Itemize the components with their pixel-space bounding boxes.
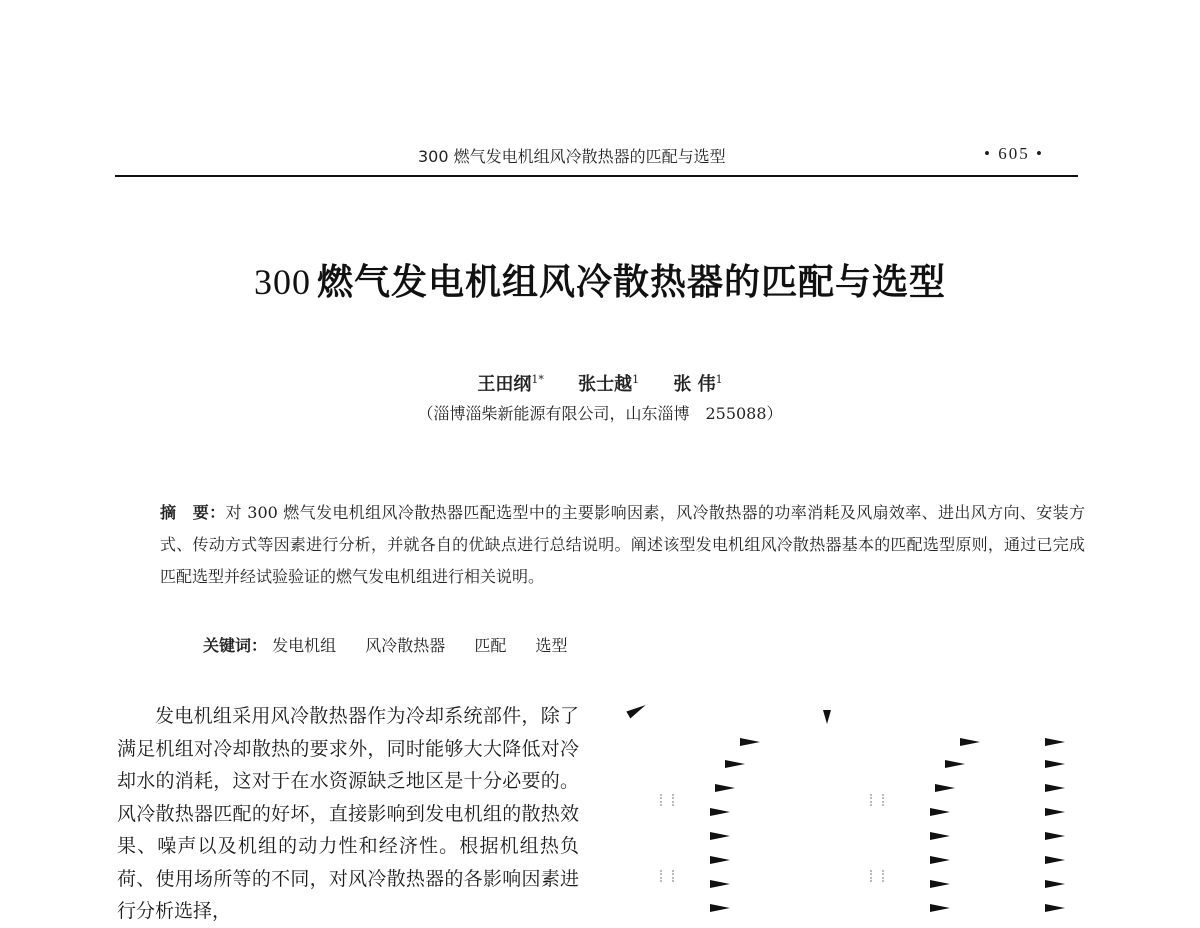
airflow-arrow xyxy=(1045,760,1065,768)
keyword: 风冷散热器 xyxy=(365,636,446,655)
airflow-arrow xyxy=(626,702,647,719)
airflow-arrow xyxy=(930,856,950,864)
airflow-arrow xyxy=(710,880,730,888)
author-affiliation-mark: 1 xyxy=(715,373,723,386)
hatch-marks xyxy=(660,870,674,882)
abstract-text: 对 300 燃气发电机组风冷散热器匹配选型中的主要影响因素，风冷散热器的功率消耗及风扇效率、进出风方向、安装方式、传动方式等因素进行分析，并就各自的优缺点进行总结说明。阐述该型发电机组风冷散热器基本的匹配选型原则，通过已完成匹配选型并经试验验证的燃气发电机组进行相关说明。 xyxy=(160,503,1085,586)
keywords xyxy=(203,633,591,656)
abstract xyxy=(160,497,1085,593)
airflow-arrow xyxy=(1045,832,1065,840)
airflow-arrow xyxy=(930,904,950,912)
airflow-arrow xyxy=(930,880,950,888)
hatch-marks xyxy=(660,794,674,806)
airflow-arrow xyxy=(710,904,730,912)
author-name: 王田纲 xyxy=(477,374,532,395)
page-number: • 605 • xyxy=(984,144,1044,163)
airflow-arrow xyxy=(715,784,735,792)
airflow-arrow xyxy=(710,856,730,864)
airflow-arrow xyxy=(935,784,955,792)
hatch-marks xyxy=(870,870,884,882)
body-paragraph: 发电机组采用风冷散热器作为冷却系统部件，除了满足机组对冷却散热的要求外，同时能够大大降低对冷却水的消耗，这对于在水资源缺乏地区是十分必要的。风冷散热器匹配的好坏，直接影响到发电机组的散热效果、噪声以及机组的动力性和经济性。根据机组热负荷、使用场所等的不同，对风冷散热器的各影响因素进行分析选择， xyxy=(117,705,579,922)
article-title xyxy=(0,254,1200,305)
airflow-figure xyxy=(615,690,1085,920)
airflow-arrow xyxy=(930,808,950,816)
author-affiliation-mark: 1* xyxy=(531,373,544,386)
author xyxy=(673,374,722,395)
airflow-arrow xyxy=(930,832,950,840)
author-name: 张 伟 xyxy=(673,374,716,395)
airflow-arrow xyxy=(1045,808,1065,816)
airflow-arrow xyxy=(1045,856,1065,864)
airflow-arrow xyxy=(1045,904,1065,912)
author xyxy=(477,374,544,395)
airflow-arrow xyxy=(1045,880,1065,888)
airflow-arrow xyxy=(740,738,760,746)
keyword: 选型 xyxy=(535,636,568,655)
header-divider xyxy=(115,175,1078,177)
airflow-arrow xyxy=(823,710,831,724)
keyword: 发电机组 xyxy=(272,636,337,655)
airflow-arrow xyxy=(710,832,730,840)
author-affiliation-mark: 1 xyxy=(632,373,640,386)
airflow-arrow xyxy=(1045,738,1065,746)
airflow-arrow xyxy=(960,738,980,746)
running-head-title: 300 燃气发电机组风冷散热器的匹配与选型 xyxy=(418,147,726,166)
hatch-marks xyxy=(870,794,884,806)
abstract-label: 摘 要： xyxy=(160,503,226,522)
affiliation: （淄博淄柴新能源有限公司，山东淄博 255088） xyxy=(417,404,783,423)
title-number: 300 xyxy=(253,262,311,302)
title-text: 燃气发电机组风冷散热器的匹配与选型 xyxy=(316,262,946,303)
airflow-arrow xyxy=(710,808,730,816)
keywords-label: 关键词： xyxy=(203,636,268,655)
airflow-arrow xyxy=(1045,784,1065,792)
airflow-arrow xyxy=(725,760,745,768)
author-name: 张士越 xyxy=(578,374,633,395)
author-list xyxy=(0,370,1200,396)
keyword: 匹配 xyxy=(474,636,507,655)
author xyxy=(578,374,639,395)
airflow-arrow xyxy=(945,760,965,768)
